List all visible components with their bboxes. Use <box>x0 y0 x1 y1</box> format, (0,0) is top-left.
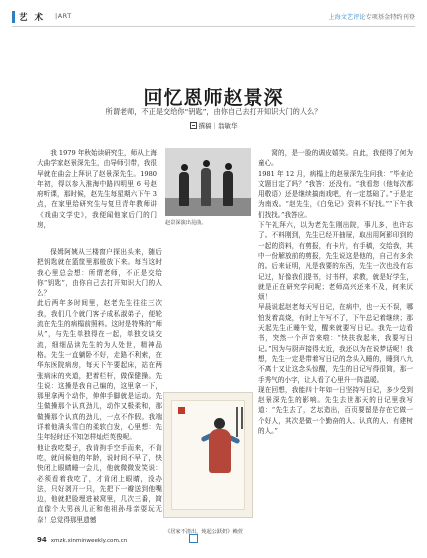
painting-photo <box>163 392 253 518</box>
section-en-label: ART <box>57 12 72 20</box>
opera-photo <box>165 148 251 216</box>
body-paragraph: 保姆阿姨从三楼窗户探出头来，随后把钥匙就在篮筐里那般放下来。每当这时我心里总会想：所谓老师，不正是交给你“钥匙”，由你自己去打开知识大门的人么？ 此后两年多时间里，赵老先生往往三次我，我们几个就门客子成私淑弟子，便轮流在先生的病榻前照料。这时是特殊的“师从”，与先生单独得在一起，单独交谈交流，细细品读先生的为人处世，精神品格。先生一直躺卧不好，走路不利索，在华东医院病房，每天下午要起床，站在两张病床的夹道，把着栏杆，做保健操。先生说：这操是我自己编的，这里拿一下，那里拿两个动作，伸伸手脚就是运动。先生做操那个认真劲儿，动作又极柔和，那做操那个认真的劲儿，一点不作假。我端详着他满头雪白的柔软白发，心里想：先生年轻时还不知怎样灿烂英俊呢。 他让我吃梨子，我肯拘手空手而来，不肯吃，就问候他的年龄，说时间不早了，快快闭上眼睛睡一会儿，他就微微发笑说：必须看着我吃了，才肯闭上眼睛，没办法，只好剥开一只，先把下一瓣送到他嘴边，他就把脸埋进被窝里，几次三番，简直像个大男孩儿正和他祖孙母亲耍玩无奈！总觉得那里遗憾 <box>37 248 162 524</box>
page-footer <box>37 536 127 544</box>
performer-head <box>181 164 188 171</box>
article-title: 回忆恩师赵景深 <box>143 87 284 109</box>
body-paragraph: 我 1979 年秋始读研究生，师从上海大曲学家赵景深先生，由导师引带，我很早就在曲会上拜识了赵景深先生。1980 年初，得以参入淮海中路四明里 6 号赵府听课，那时候，赵先生每星期六下午 3 点，在家里给研究生与复旦青年教师讲《戏曲文学史》，我便闻他家后门的门房， <box>37 149 157 230</box>
article-subtitle: 所谓老师，不正是交给你“钥匙”，由你自己去打开知识大门的人么？ <box>105 107 322 116</box>
painted-figure-head <box>214 418 225 429</box>
sponsor-blue: 上海文艺评论 <box>328 14 366 21</box>
body-column-left-bottom <box>37 247 162 529</box>
footer-mark-icon <box>189 534 198 543</box>
photo-caption: 赵景深演出昆曲。 <box>165 220 207 226</box>
photo-caption: 《居家不清出，炖起公跃奶》赖萱 <box>165 529 243 535</box>
byline-text: 撰稿｜翁敏华 <box>198 122 238 130</box>
performer-figure <box>201 168 211 206</box>
performer-figure <box>179 172 189 206</box>
performer-head <box>203 160 210 167</box>
calligraphy-stroke <box>236 407 238 437</box>
section-title: 艺 术 <box>19 13 45 23</box>
seal-stamp <box>178 407 185 414</box>
sponsor-line <box>328 12 415 21</box>
painted-figure-body <box>209 429 231 473</box>
page-number: 94 <box>37 536 47 544</box>
body-paragraph: 窝的，是一脸的调皮嬉笑。自此，我便得了何为童心。 1981 年 12 月，病榻上的赵景深先生问我：“毕业论文题目定了吗？”我答：还没有。“我看您（他每次都用敬语）还是继续搞南戏吧，有一定基础了。”于是定为南戏。“赵先生，《白兔记》资料不好找。”“下午我们找找。”我答应。 下午礼拜六，以为老先生刚出院，事儿多，也许忘了。不料刚到，先生已经开抽屉，取出用阿影印到的一起的资料，有剪报，有卡片，有手稿，交给我，其中一份解放前的剪报，先生说这是他的，自己有多余的。后来证明，凡是我要的东西，先生一次也没有忘记过，好像我们提书，讨书样，求教，就是好学生，就是正在研究学问呢；老师高兴还来不及，何来厌烦！ 早晨说起赵老每天写日记，在病中，也一天不误，哪怕发着高烧，有时上午写不了，下午总记着继续；那天起先生正睡午觉，醒来就要写日记。我先一边看书，突然一个声音来啦：“快扶我起来，我要写日记。”因为与厨声接得太近，我还以为在说梦话呢！我想，先生一定是带着写日记的念头入睡的，睡到八九不离十又让这念头惊醒，先生的日记写得很简，那一手秀气的小字，让人看了心里升一阵温暖。 现在回想，我能四十年如一日坚持写日记，多少受到赵景深先生的影响。先生去世那天的日记里我写道：“先生去了，艺坛造出，百页要留是存在它做一个好人，其次是做一个勤奋的人、认真的人、有建树的人。” <box>258 149 413 436</box>
calligraphy-stroke <box>241 407 243 429</box>
pen-icon <box>190 122 197 129</box>
article-byline <box>0 121 427 130</box>
performer-head <box>225 163 232 170</box>
footer-url: xmzk.xinminweekly.com.cn <box>50 538 128 544</box>
performer-figure <box>223 171 233 206</box>
body-column-left-top <box>37 148 157 244</box>
section-accent-bar <box>12 11 15 23</box>
painting-mat <box>171 400 245 510</box>
section-title-en: |ART <box>55 12 72 20</box>
sponsor-rest: 专项基金特约刊登 <box>365 14 415 21</box>
header-rule <box>12 26 415 27</box>
body-column-right <box>258 148 413 528</box>
